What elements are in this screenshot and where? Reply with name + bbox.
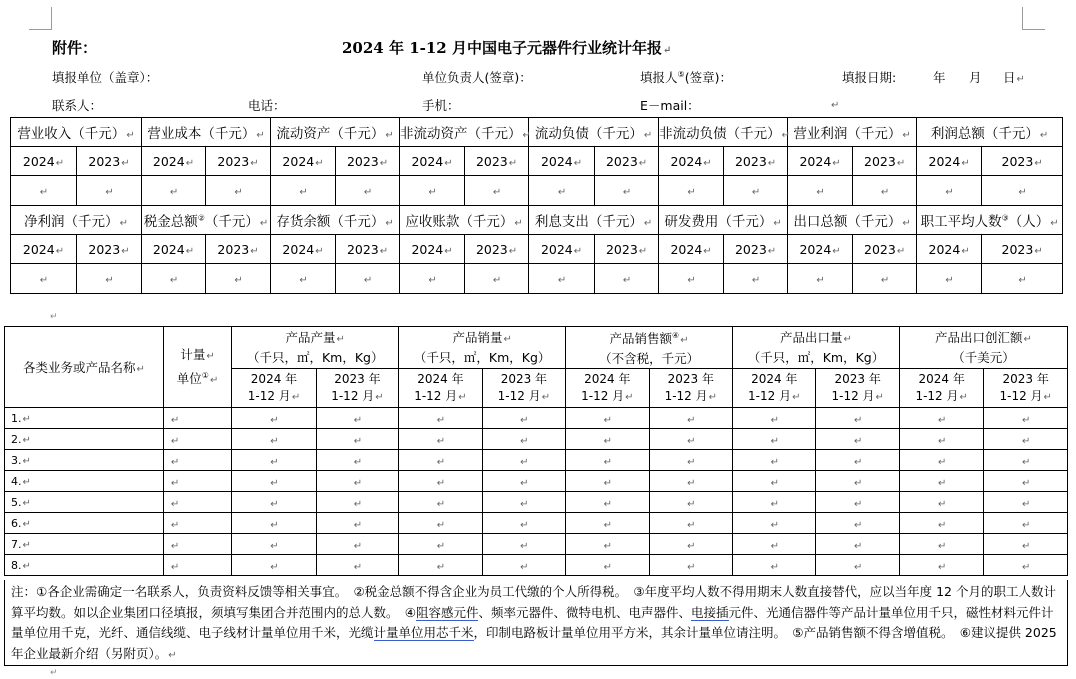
year-label: 年 bbox=[933, 70, 946, 85]
financial-label: 职工平均人数③（人）↵ bbox=[917, 206, 1063, 235]
value-cell[interactable]: ↵ bbox=[529, 176, 595, 206]
product-value-cell[interactable]: ↵ bbox=[816, 408, 899, 429]
value-cell[interactable]: ↵ bbox=[11, 176, 77, 206]
value-cell[interactable]: ↵ bbox=[11, 264, 77, 294]
year-cell: 2023↵ bbox=[77, 147, 142, 176]
financial-label: 净利润（千元）↵ bbox=[11, 206, 142, 235]
paragraph-mark-icon: ↵ bbox=[50, 312, 58, 322]
product-table bbox=[4, 326, 1068, 576]
product-value-cell[interactable]: ↵ bbox=[316, 492, 398, 513]
row-number: 3.↵ bbox=[5, 450, 164, 471]
product-value-cell[interactable]: ↵ bbox=[816, 513, 899, 534]
row-number: 2.↵ bbox=[5, 429, 164, 450]
value-cell[interactable]: ↵ bbox=[206, 176, 271, 206]
group-header-output: 产品产量↵ （千只，㎡，Km，Kg） bbox=[232, 327, 399, 369]
table-row bbox=[5, 534, 1068, 555]
year-cell: 2024↵ bbox=[788, 147, 853, 176]
financial-label: 营业成本（千元）↵ bbox=[142, 118, 271, 147]
year-cell: 2024↵ bbox=[659, 235, 724, 264]
product-value-cell[interactable]: ↵ bbox=[163, 471, 231, 492]
year-cell: 2024↵ bbox=[529, 147, 595, 176]
table-row bbox=[5, 450, 1068, 471]
product-value-cell[interactable]: ↵ bbox=[566, 450, 649, 471]
product-value-cell[interactable]: ↵ bbox=[816, 471, 899, 492]
table-row bbox=[5, 408, 1068, 429]
product-value-cell[interactable]: ↵ bbox=[316, 555, 398, 576]
financial-table bbox=[10, 117, 1063, 294]
product-value-cell[interactable]: ↵ bbox=[482, 555, 565, 576]
row-number: 7.↵ bbox=[5, 534, 164, 555]
year-cell: 2024↵ bbox=[788, 235, 853, 264]
product-value-cell[interactable]: ↵ bbox=[984, 492, 1068, 513]
year-cell: 2024↵ bbox=[11, 235, 77, 264]
product-value-cell[interactable]: ↵ bbox=[566, 429, 649, 450]
period-header: 2024 年 1-12 月↵ bbox=[399, 369, 482, 408]
product-value-cell[interactable]: ↵ bbox=[232, 492, 316, 513]
return-mark-icon: ↵ bbox=[831, 100, 840, 111]
product-value-cell[interactable]: ↵ bbox=[232, 513, 316, 534]
value-cell[interactable]: ↵ bbox=[465, 176, 529, 206]
product-value-cell[interactable]: ↵ bbox=[163, 492, 231, 513]
period-header: 2023 年 1-12 月↵ bbox=[984, 369, 1068, 408]
product-value-cell[interactable]: ↵ bbox=[566, 408, 649, 429]
year-cell: 2023↵ bbox=[336, 147, 400, 176]
year-cell: 2023↵ bbox=[724, 235, 788, 264]
period-header: 2024 年 1-12 月↵ bbox=[899, 369, 983, 408]
value-cell[interactable]: ↵ bbox=[400, 176, 465, 206]
value-cell[interactable]: ↵ bbox=[982, 264, 1063, 294]
product-value-cell[interactable]: ↵ bbox=[984, 471, 1068, 492]
product-value-cell[interactable]: ↵ bbox=[984, 555, 1068, 576]
product-value-cell[interactable]: ↵ bbox=[816, 429, 899, 450]
product-value-cell[interactable]: ↵ bbox=[163, 408, 231, 429]
product-value-cell[interactable]: ↵ bbox=[163, 513, 231, 534]
value-cell[interactable]: ↵ bbox=[659, 264, 724, 294]
fill-date-label: 填报日期: bbox=[842, 70, 897, 85]
period-header: 2023 年 1-12 月↵ bbox=[316, 369, 398, 408]
product-value-cell[interactable]: ↵ bbox=[232, 471, 316, 492]
year-cell: 2024↵ bbox=[271, 235, 336, 264]
product-value-cell[interactable]: ↵ bbox=[316, 471, 398, 492]
product-value-cell[interactable]: ↵ bbox=[733, 471, 816, 492]
financial-label: 存货余额（千元）↵ bbox=[271, 206, 400, 235]
product-value-cell[interactable]: ↵ bbox=[733, 450, 816, 471]
product-value-cell[interactable]: ↵ bbox=[899, 471, 983, 492]
product-value-cell[interactable]: ↵ bbox=[733, 492, 816, 513]
product-value-cell[interactable]: ↵ bbox=[482, 471, 565, 492]
value-cell[interactable]: ↵ bbox=[206, 264, 271, 294]
year-cell: 2023↵ bbox=[853, 235, 917, 264]
financial-label: 营业利润（千元）↵ bbox=[788, 118, 917, 147]
year-cell: 2023↵ bbox=[982, 147, 1063, 176]
value-cell[interactable]: ↵ bbox=[982, 176, 1063, 206]
product-value-cell[interactable]: ↵ bbox=[566, 555, 649, 576]
product-value-cell[interactable]: ↵ bbox=[232, 450, 316, 471]
financial-label: 出口总额（千元）↵ bbox=[788, 206, 917, 235]
crop-mark-top-right bbox=[1022, 7, 1045, 30]
financial-label: 非流动负债（千元）↵ bbox=[659, 118, 788, 147]
product-value-cell[interactable]: ↵ bbox=[482, 534, 565, 555]
contact-label: 联系人： bbox=[52, 98, 103, 113]
value-cell[interactable]: ↵ bbox=[336, 176, 400, 206]
year-cell: 2023↵ bbox=[465, 235, 529, 264]
year-cell: 2024↵ bbox=[142, 147, 206, 176]
year-cell: 2023↵ bbox=[465, 147, 529, 176]
product-value-cell[interactable]: ↵ bbox=[163, 534, 231, 555]
product-value-cell[interactable]: ↵ bbox=[899, 408, 983, 429]
product-value-cell[interactable]: ↵ bbox=[232, 408, 316, 429]
year-cell: 2024↵ bbox=[142, 235, 206, 264]
table-row bbox=[5, 429, 1068, 450]
unit-header: 计量↵ 单位①↵ bbox=[163, 327, 231, 408]
product-value-cell[interactable]: ↵ bbox=[163, 429, 231, 450]
product-value-cell[interactable]: ↵ bbox=[566, 534, 649, 555]
group-header-sales-volume: 产品销量↵ （千只，㎡，Km，Kg） bbox=[399, 327, 566, 369]
product-value-cell[interactable]: ↵ bbox=[733, 555, 816, 576]
value-cell[interactable]: ↵ bbox=[142, 264, 206, 294]
financial-label: 研发费用（千元）↵ bbox=[659, 206, 788, 235]
mobile-label: 手机： bbox=[422, 98, 460, 113]
row-number: 1.↵ bbox=[5, 408, 164, 429]
year-cell: 2023↵ bbox=[595, 235, 659, 264]
financial-label: 利息支出（千元）↵ bbox=[529, 206, 659, 235]
product-value-cell[interactable]: ↵ bbox=[984, 534, 1068, 555]
product-value-cell[interactable]: ↵ bbox=[163, 555, 231, 576]
value-cell[interactable]: ↵ bbox=[788, 176, 853, 206]
year-cell: 2023↵ bbox=[206, 147, 271, 176]
period-header: 2023 年 1-12 月↵ bbox=[816, 369, 899, 408]
product-value-cell[interactable]: ↵ bbox=[733, 534, 816, 555]
year-cell: 2024↵ bbox=[917, 147, 982, 176]
product-value-cell[interactable]: ↵ bbox=[399, 492, 482, 513]
product-value-cell[interactable]: ↵ bbox=[649, 534, 732, 555]
value-cell[interactable]: ↵ bbox=[724, 264, 788, 294]
product-value-cell[interactable]: ↵ bbox=[984, 429, 1068, 450]
year-cell: 2023↵ bbox=[724, 147, 788, 176]
financial-label: 税金总额②（千元）↵ bbox=[142, 206, 271, 235]
value-cell[interactable]: ↵ bbox=[917, 264, 982, 294]
value-cell[interactable]: ↵ bbox=[788, 264, 853, 294]
financial-label: 流动资产（千元）↵ bbox=[271, 118, 400, 147]
value-cell[interactable]: ↵ bbox=[77, 264, 142, 294]
product-value-cell[interactable]: ↵ bbox=[316, 450, 398, 471]
product-value-cell[interactable]: ↵ bbox=[816, 555, 899, 576]
product-value-cell[interactable]: ↵ bbox=[163, 450, 231, 471]
financial-label: 非流动资产（千元）↵ bbox=[400, 118, 529, 147]
product-value-cell[interactable]: ↵ bbox=[316, 534, 398, 555]
value-cell[interactable]: ↵ bbox=[595, 176, 659, 206]
product-value-cell[interactable]: ↵ bbox=[482, 450, 565, 471]
product-value-cell[interactable]: ↵ bbox=[566, 513, 649, 534]
row-number: 5.↵ bbox=[5, 492, 164, 513]
group-header-export-earnings: 产品出口创汇额↵ （千美元） bbox=[899, 327, 1067, 369]
product-value-cell[interactable]: ↵ bbox=[316, 408, 398, 429]
phone-label: 电话： bbox=[248, 98, 286, 113]
product-value-cell[interactable]: ↵ bbox=[984, 450, 1068, 471]
period-header: 2023 年 1-12 月↵ bbox=[482, 369, 565, 408]
financial-label: 应收账款（千元）↵ bbox=[400, 206, 529, 235]
value-cell[interactable]: ↵ bbox=[336, 264, 400, 294]
period-header: 2024 年 1-12 月↵ bbox=[566, 369, 649, 408]
product-value-cell[interactable]: ↵ bbox=[399, 429, 482, 450]
value-cell[interactable]: ↵ bbox=[271, 176, 336, 206]
table-row bbox=[5, 513, 1068, 534]
value-cell[interactable]: ↵ bbox=[142, 176, 206, 206]
product-value-cell[interactable]: ↵ bbox=[482, 513, 565, 534]
footnotes: 注：①各企业需确定一名联系人，负责资料反馈等相关事宜。 ②税金总额不得含企业为员工代缴的个人所得税。 ③年度平均人数不得用期末人数直接替代，应以当年度 12 个月的职工人数计算平均数。如以企业集团口径填报，须填写集团合并范围内的总人数。 ④阻容感元件、频率元器件、微特电机、电声器件、电接插元件、光通信器件等产品计量单位用千只，磁性材料元件计量单位用千克，光纤、通信线缆、电子线材计量单位用千米，光缆计量单位用芯千米，印制电路板计量单位用平方米，其余计量单位请注明。 ⑤产品销售额不得含增值税。 ⑥建议提供 2025 年企业最新介绍（另附页）。↵ bbox=[4, 580, 1068, 666]
product-value-cell[interactable]: ↵ bbox=[733, 429, 816, 450]
product-value-cell[interactable]: ↵ bbox=[899, 513, 983, 534]
year-cell: 2023↵ bbox=[336, 235, 400, 264]
value-cell[interactable]: ↵ bbox=[853, 264, 917, 294]
year-cell: 2023↵ bbox=[853, 147, 917, 176]
value-cell[interactable]: ↵ bbox=[465, 264, 529, 294]
product-value-cell[interactable]: ↵ bbox=[649, 555, 732, 576]
value-cell[interactable]: ↵ bbox=[917, 176, 982, 206]
value-cell[interactable]: ↵ bbox=[595, 264, 659, 294]
product-value-cell[interactable]: ↵ bbox=[649, 450, 732, 471]
crop-mark-top-left bbox=[29, 7, 52, 30]
value-cell[interactable]: ↵ bbox=[400, 264, 465, 294]
product-value-cell[interactable]: ↵ bbox=[399, 534, 482, 555]
product-value-cell[interactable]: ↵ bbox=[899, 492, 983, 513]
period-header: 2023 年 1-12 月↵ bbox=[649, 369, 732, 408]
product-value-cell[interactable]: ↵ bbox=[984, 408, 1068, 429]
product-value-cell[interactable]: ↵ bbox=[816, 534, 899, 555]
product-value-cell[interactable]: ↵ bbox=[232, 534, 316, 555]
financial-label: 营业收入（千元）↵ bbox=[11, 118, 142, 147]
product-value-cell[interactable]: ↵ bbox=[984, 513, 1068, 534]
product-value-cell[interactable]: ↵ bbox=[899, 429, 983, 450]
product-value-cell[interactable]: ↵ bbox=[316, 429, 398, 450]
page-title: 2024 年 1-12 月中国电子元器件行业统计年报↵ bbox=[342, 39, 672, 57]
year-cell: 2024↵ bbox=[11, 147, 77, 176]
product-value-cell[interactable]: ↵ bbox=[482, 492, 565, 513]
email-label: E－mail： bbox=[640, 98, 700, 113]
value-cell[interactable]: ↵ bbox=[724, 176, 788, 206]
group-header-export-volume: 产品出口量↵ （千只，㎡，Km，Kg） bbox=[733, 327, 900, 369]
product-value-cell[interactable]: ↵ bbox=[899, 450, 983, 471]
underlined-term: 阻容感元件 bbox=[415, 604, 479, 620]
table-row bbox=[5, 555, 1068, 576]
financial-label: 流动负债（千元）↵ bbox=[529, 118, 659, 147]
product-value-cell[interactable]: ↵ bbox=[649, 492, 732, 513]
product-value-cell[interactable]: ↵ bbox=[816, 492, 899, 513]
year-cell: 2024↵ bbox=[529, 235, 595, 264]
product-value-cell[interactable]: ↵ bbox=[566, 492, 649, 513]
table-row bbox=[5, 492, 1068, 513]
leader-label: 单位负责人(签章)： bbox=[422, 70, 532, 85]
group-header-sales-amount: 产品销售额④↵ （不含税，千元） bbox=[566, 327, 733, 369]
product-value-cell[interactable]: ↵ bbox=[649, 408, 732, 429]
year-cell: 2024↵ bbox=[917, 235, 982, 264]
product-value-cell[interactable]: ↵ bbox=[566, 471, 649, 492]
year-cell: 2023↵ bbox=[595, 147, 659, 176]
year-cell: 2024↵ bbox=[271, 147, 336, 176]
year-cell: 2024↵ bbox=[659, 147, 724, 176]
return-mark-icon: ↵ bbox=[662, 45, 672, 56]
product-name-header: 各类业务或产品名称↵ bbox=[5, 327, 164, 408]
table-row bbox=[5, 471, 1068, 492]
product-value-cell[interactable]: ↵ bbox=[649, 429, 732, 450]
filler-label: 填报人⑤(签章)： bbox=[640, 69, 732, 85]
period-header: 2024 年 1-12 月↵ bbox=[733, 369, 816, 408]
value-cell[interactable]: ↵ bbox=[271, 264, 336, 294]
year-cell: 2023↵ bbox=[77, 235, 142, 264]
underlined-term: 电接插 bbox=[691, 604, 729, 620]
product-value-cell[interactable]: ↵ bbox=[482, 429, 565, 450]
year-cell: 2023↵ bbox=[206, 235, 271, 264]
product-value-cell[interactable]: ↵ bbox=[899, 534, 983, 555]
product-value-cell[interactable]: ↵ bbox=[316, 513, 398, 534]
product-value-cell[interactable]: ↵ bbox=[733, 408, 816, 429]
financial-label: 利润总额（千元）↵ bbox=[917, 118, 1063, 147]
product-value-cell[interactable]: ↵ bbox=[899, 555, 983, 576]
product-value-cell[interactable]: ↵ bbox=[399, 555, 482, 576]
value-cell[interactable]: ↵ bbox=[77, 176, 142, 206]
product-value-cell[interactable]: ↵ bbox=[399, 513, 482, 534]
day-label: 日↵ bbox=[1003, 70, 1025, 85]
year-cell: 2024↵ bbox=[400, 235, 465, 264]
product-value-cell[interactable]: ↵ bbox=[816, 450, 899, 471]
period-header: 2024 年 1-12 月↵ bbox=[232, 369, 316, 408]
year-cell: 2023↵ bbox=[982, 235, 1063, 264]
row-number: 4.↵ bbox=[5, 471, 164, 492]
value-cell[interactable]: ↵ bbox=[659, 176, 724, 206]
product-value-cell[interactable]: ↵ bbox=[399, 408, 482, 429]
product-value-cell[interactable]: ↵ bbox=[649, 471, 732, 492]
product-value-cell[interactable]: ↵ bbox=[649, 513, 732, 534]
row-number: 8.↵ bbox=[5, 555, 164, 576]
product-value-cell[interactable]: ↵ bbox=[482, 408, 565, 429]
product-value-cell[interactable]: ↵ bbox=[232, 429, 316, 450]
value-cell[interactable]: ↵ bbox=[853, 176, 917, 206]
product-value-cell[interactable]: ↵ bbox=[232, 555, 316, 576]
row-number: 6.↵ bbox=[5, 513, 164, 534]
value-cell[interactable]: ↵ bbox=[529, 264, 595, 294]
product-value-cell[interactable]: ↵ bbox=[399, 450, 482, 471]
month-label: 月 bbox=[969, 70, 982, 85]
fill-unit-label: 填报单位（盖章）： bbox=[52, 70, 159, 85]
underlined-term: 计量单位用芯千米 bbox=[373, 625, 474, 640]
year-cell: 2024↵ bbox=[400, 147, 465, 176]
paragraph-mark-icon: ↵ bbox=[50, 668, 58, 678]
product-value-cell[interactable]: ↵ bbox=[733, 513, 816, 534]
attachment-label: 附件： bbox=[52, 39, 98, 57]
product-value-cell[interactable]: ↵ bbox=[399, 471, 482, 492]
